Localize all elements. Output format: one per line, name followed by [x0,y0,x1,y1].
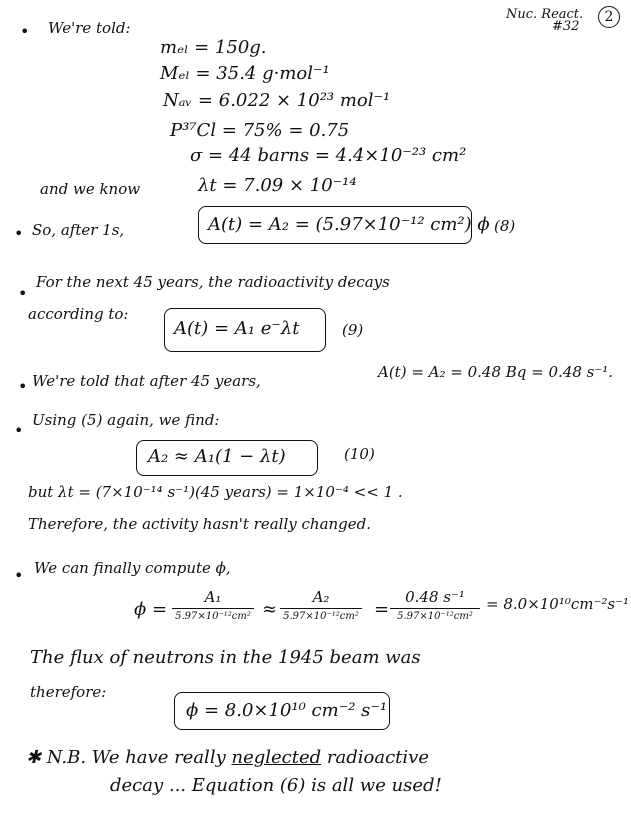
course-label: Nuc. React. [506,7,584,22]
conclusion-line1: The flux of neutrons in the 1945 beam was [30,647,421,668]
avogadro-line: Nₐᵥ = 6.022 × 10²³ mol⁻¹ [163,90,391,111]
equation-8: A(t) = A₂ = (5.97×10⁻¹² cm²) ϕ [208,214,490,235]
and-we-know: and we know [40,180,141,198]
step1-text: So, after 1s, [32,221,125,239]
step4-text: Using (5) again, we find: [32,411,220,429]
conclusion-line2: therefore: [30,683,107,701]
bullet: • [14,566,24,585]
fraction-2 [280,588,362,622]
equation-9: A(t) = A₁ e⁻λt [174,318,300,339]
bullet: • [20,22,30,41]
bullet: • [18,377,28,396]
but-line: but λt = (7×10⁻¹⁴ s⁻¹)(45 years) = 1×10⁻⁴ << 1 . [28,483,403,501]
step2-line1: For the next 45 years, the radioactivity decays [36,273,390,291]
note-line2: decay ... Equation (6) is all we used! [110,775,442,796]
step3-text: We're told that after 45 years, [32,372,261,390]
therefore-line: Therefore, the activity hasn't really changed. [28,515,372,533]
fraction-1-numerator: A₁ [204,588,222,606]
fraction-3-denominator: 5.97×10⁻¹²cm² [397,611,473,622]
fraction-1-denominator: 5.97×10⁻¹²cm² [175,611,251,622]
final-answer: ϕ = 8.0×10¹⁰ cm⁻² s⁻¹ [186,700,388,721]
step2-line2: according to: [28,305,129,323]
equation-number-10: (10) [344,445,375,463]
fraction-2-numerator: A₂ [312,588,330,606]
bullet: • [14,421,24,440]
problem-number: #32 [552,19,580,34]
cross-section-line: σ = 44 barns = 4.4×10⁻²³ cm² [190,145,467,166]
phi-equals: ϕ = [134,599,168,620]
intro-text: We're told: [48,19,131,37]
fraction-2-denominator: 5.97×10⁻¹²cm² [283,611,359,622]
phi-result: = 8.0×10¹⁰cm⁻²s⁻¹ [486,595,630,613]
bullet: • [14,224,24,243]
mass-line: mₑₗ = 150g. [160,37,267,58]
note-radioactive: radioactive [326,747,429,768]
equation-number-8: (8) [494,217,516,235]
approx-sign: ≈ [262,599,278,620]
bullet: • [18,284,28,303]
molar-mass-line: Mₑₗ = 35.4 g·mol⁻¹ [160,63,330,84]
note-line1 [26,748,429,768]
page-number: 2 [598,6,620,28]
step5-text: We can finally compute ϕ, [34,559,231,577]
lambda-line: λt = 7.09 × 10⁻¹⁴ [198,175,357,196]
fraction-3 [390,588,480,622]
equation-10: A₂ ≈ A₁(1 − λt) [148,446,286,467]
equation-number-9: (9) [342,321,364,339]
note-neglected: neglected [231,747,322,768]
note-prefix: ✱ N.B. We have really [26,747,226,768]
step3-equation: A(t) = A₂ = 0.48 Bq = 0.48 s⁻¹. [378,363,614,381]
abundance-line: P³⁷Cl = 75% = 0.75 [170,120,350,141]
equals-sign: = [374,599,390,620]
fraction-3-numerator: 0.48 s⁻¹ [405,588,465,606]
fraction-1 [172,588,254,622]
